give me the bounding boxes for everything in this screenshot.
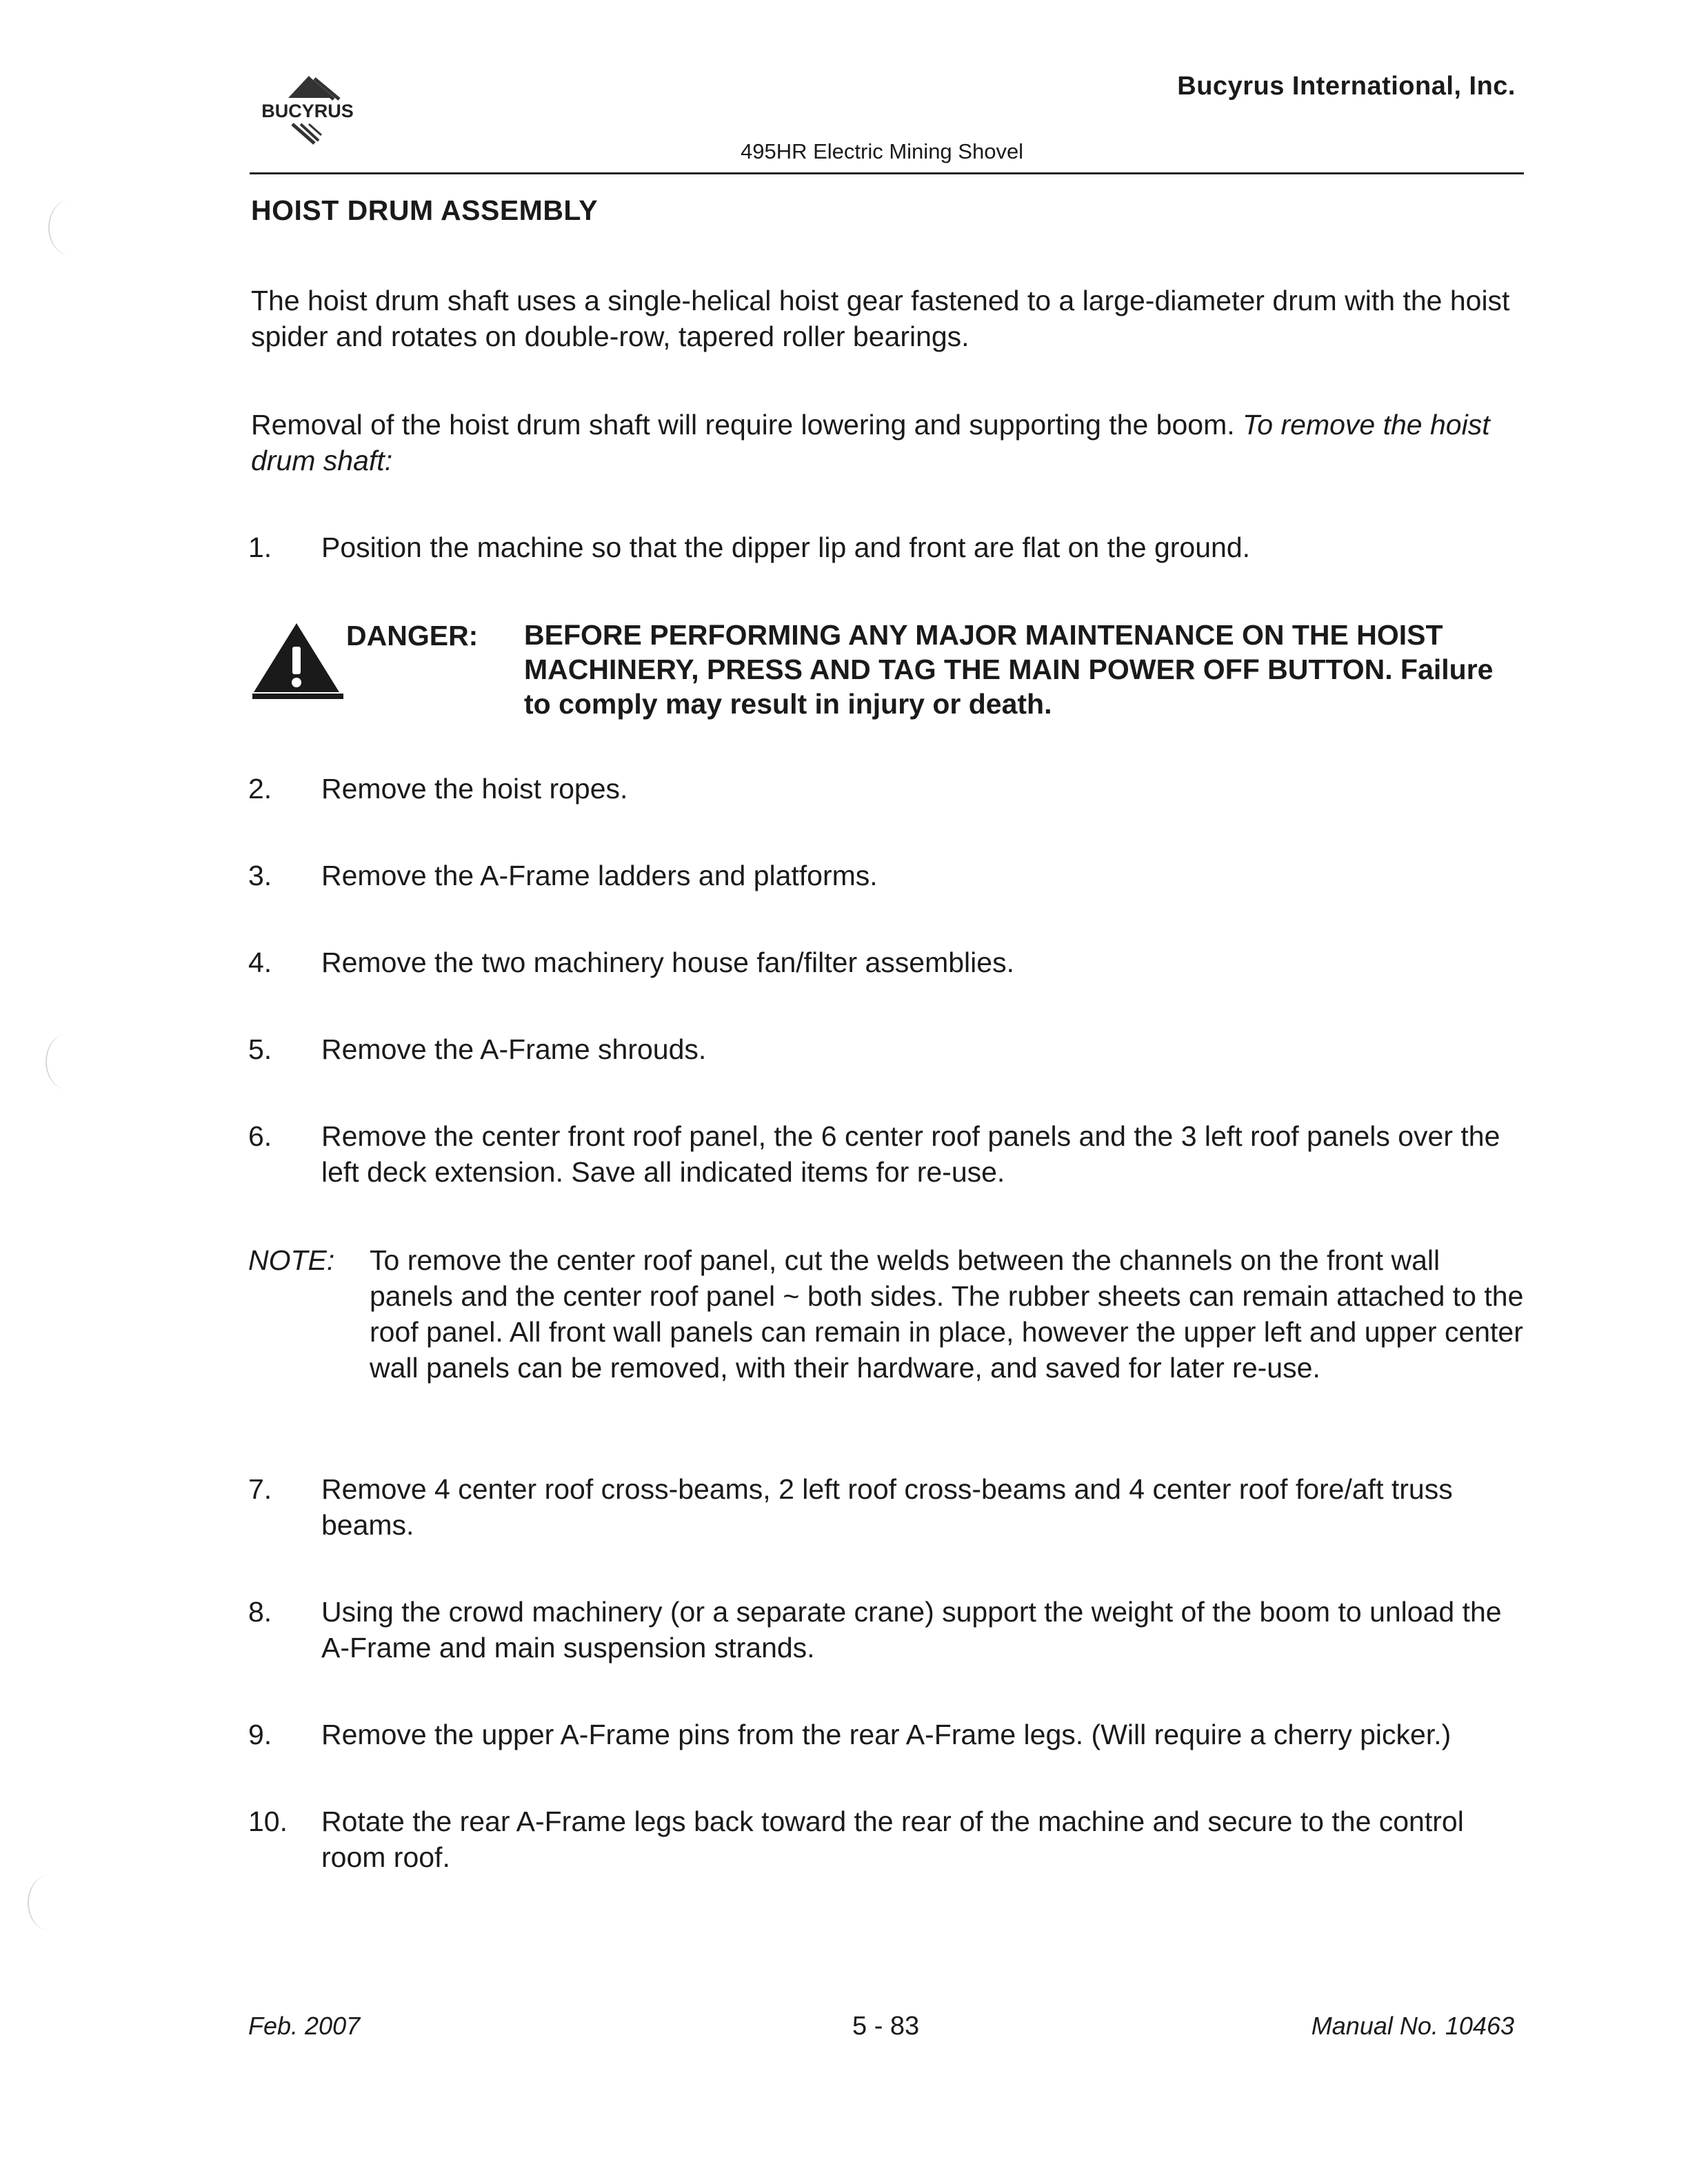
note-label: NOTE:: [248, 1244, 335, 1276]
step-text: Remove the center front roof panel, the 6 center roof panels and the 3 left roof panels over the left deck extension. Save all indicated items for re-use.: [321, 1120, 1500, 1188]
intro-paragraph-1: The hoist drum shaft uses a single-helical hoist gear fastened to a large-diameter drum with the hoist spider and rotates on double-row, tapered roller bearings.: [251, 285, 1510, 352]
step-number: 4.: [248, 947, 272, 978]
step-item: [248, 771, 1524, 807]
step-item: [248, 1031, 1524, 1067]
step-item: [248, 944, 1524, 980]
step-number: 9.: [248, 1719, 272, 1750]
step-text: Remove the A-Frame ladders and platforms.: [321, 860, 878, 891]
step-item: [248, 1118, 1524, 1190]
note-block: [248, 1242, 1524, 1386]
step-number: 3.: [248, 860, 272, 891]
footer-manual-number: Manual No. 10463: [1311, 2012, 1514, 2040]
intro-paragraph-2-italic: To remove the hoist drum shaft:: [251, 409, 1490, 476]
binder-hole-mark: [46, 1034, 88, 1089]
step-text: Remove 4 center roof cross-beams, 2 left roof cross-beams and 4 center roof fore/aft truss beams.: [321, 1473, 1453, 1541]
step-text: Remove the hoist ropes.: [321, 773, 628, 805]
logo-wordmark: BUCYRUS: [261, 101, 354, 121]
intro-paragraph-2: [251, 407, 1524, 478]
footer-page-number: 5 - 83: [852, 2012, 920, 2041]
company-name: Bucyrus International, Inc.: [1177, 72, 1516, 101]
header-divider: [250, 172, 1524, 174]
step-number: 10.: [248, 1806, 288, 1837]
step-text: Rotate the rear A-Frame legs back toward the rear of the machine and secure to the control room roof.: [321, 1806, 1464, 1873]
step-text: Remove the upper A-Frame pins from the rear A-Frame legs. (Will require a cherry picker.): [321, 1719, 1451, 1750]
step-item: [248, 858, 1524, 893]
step-text: Remove the A-Frame shrouds.: [321, 1033, 707, 1065]
step-text: Position the machine so that the dipper lip and front are flat on the ground.: [321, 532, 1251, 563]
step-number: 6.: [248, 1120, 272, 1152]
document-subtitle: 495HR Electric Mining Shovel: [741, 139, 1024, 163]
step-text: Using the crowd machinery (or a separate crane) support the weight of the boom to unload the A-Frame and main suspension strands.: [321, 1596, 1502, 1664]
note-text: To remove the center roof panel, cut the welds between the channels on the front wall panels and the center roof panel ~ both sides. The rubber sheets can remain attached to the roof panel. All front wall panels can remain in place, however the upper left and upper center wall panels can be removed, with their hardware, and saved for later re-use.: [370, 1244, 1524, 1384]
step-number: 5.: [248, 1033, 272, 1065]
step-item: [248, 1717, 1524, 1752]
step-item: [248, 1594, 1524, 1666]
bucyrus-logo: [245, 69, 370, 152]
step-item: [248, 529, 1524, 565]
intro-paragraph-2-text: Removal of the hoist drum shaft will require lowering and supporting the boom.: [251, 409, 1243, 441]
step-number: 8.: [248, 1596, 272, 1628]
danger-message: BEFORE PERFORMING ANY MAJOR MAINTENANCE ON THE HOIST MACHINERY, PRESS AND TAG THE MAIN POWER OFF BUTTON. Failure to comply may result in injury or death.: [524, 619, 1494, 720]
section-title: HOIST DRUM ASSEMBLY: [251, 194, 599, 226]
step-item: [248, 1471, 1524, 1543]
step-text: Remove the two machinery house fan/filter assemblies.: [321, 947, 1014, 978]
step-number: 1.: [248, 532, 272, 563]
step-item: [248, 1803, 1524, 1875]
binder-hole-mark: [28, 1875, 70, 1930]
step-number: 2.: [248, 773, 272, 805]
step-number: 7.: [248, 1473, 272, 1505]
danger-label: DANGER:: [346, 620, 479, 651]
binder-hole-mark: [48, 200, 91, 255]
footer-date: Feb. 2007: [248, 2012, 361, 2040]
